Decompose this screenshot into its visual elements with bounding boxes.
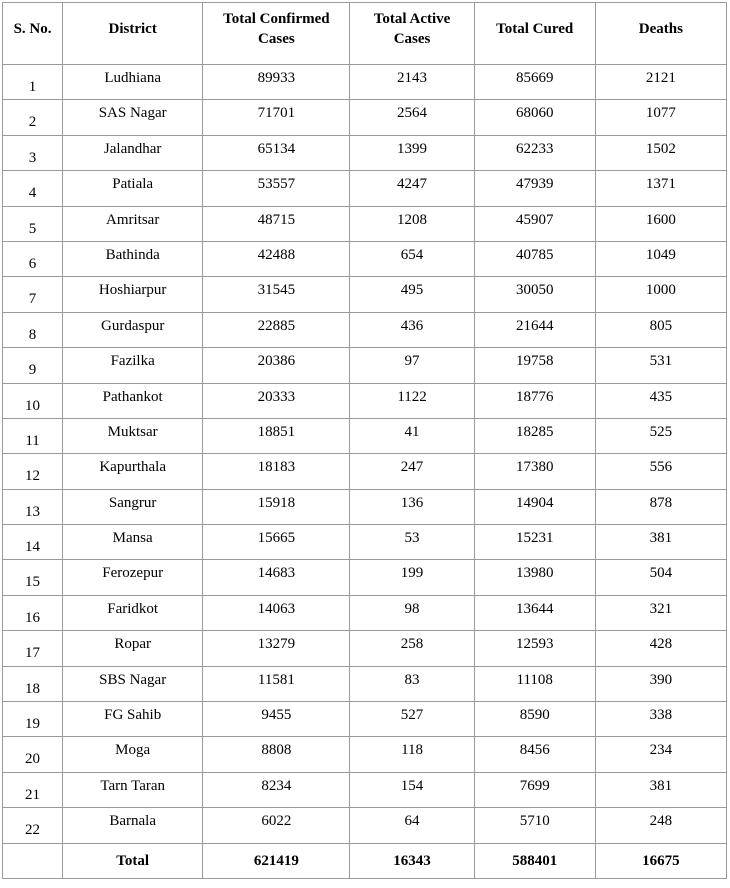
cell-district: Pathankot [63,383,203,418]
header-total-active: Total Active Cases [350,3,474,65]
cell-confirmed: 13279 [203,631,350,666]
cell-active: 154 [350,772,474,807]
cell-s-no: 18 [3,666,63,701]
cell-district: Amritsar [63,206,203,241]
cell-deaths: 381 [595,525,726,560]
cell-s-no: 2 [3,100,63,135]
cell-s-no: 3 [3,135,63,170]
cell-confirmed: 48715 [203,206,350,241]
cell-deaths: 556 [595,454,726,489]
cell-s-no: 1 [3,65,63,100]
cell-confirmed: 89933 [203,65,350,100]
table-row [3,772,727,807]
cell-cured: 62233 [474,135,595,170]
cell-district: Ludhiana [63,65,203,100]
table-row [3,65,727,100]
cell-s-no: 19 [3,702,63,737]
table-row [3,560,727,595]
cell-district: Jalandhar [63,135,203,170]
cell-district: Moga [63,737,203,772]
header-deaths: Deaths [595,3,726,65]
cell-deaths: 805 [595,312,726,347]
cell-cured: 17380 [474,454,595,489]
cell-active: 136 [350,489,474,524]
cell-active: 436 [350,312,474,347]
cell-district: Tarn Taran [63,772,203,807]
cell-s-no: 8 [3,312,63,347]
cell-confirmed: 14683 [203,560,350,595]
cell-district: Muktsar [63,418,203,453]
cell-s-no: 15 [3,560,63,595]
cell-s-no: 10 [3,383,63,418]
cell-district: SBS Nagar [63,666,203,701]
cell-cured: 30050 [474,277,595,312]
cell-s-no: 14 [3,525,63,560]
cell-confirmed: 18851 [203,418,350,453]
cell-s-no: 9 [3,348,63,383]
header-row [3,3,727,65]
cell-confirmed: 15918 [203,489,350,524]
cell-confirmed: 6022 [203,808,350,843]
table-row [3,171,727,206]
table-row [3,312,727,347]
table-row [3,454,727,489]
cell-active: 2143 [350,65,474,100]
cell-active: 97 [350,348,474,383]
table-row [3,525,727,560]
table-row [3,489,727,524]
cell-active: 527 [350,702,474,737]
cell-cured: 18285 [474,418,595,453]
cell-deaths: 1502 [595,135,726,170]
cell-confirmed: 9455 [203,702,350,737]
cell-cured: 5710 [474,808,595,843]
table-row [3,631,727,666]
cell-deaths: 390 [595,666,726,701]
cell-s-no: 5 [3,206,63,241]
total-s-no [3,843,63,878]
cell-deaths: 428 [595,631,726,666]
cell-active: 53 [350,525,474,560]
cell-active: 1399 [350,135,474,170]
cell-active: 247 [350,454,474,489]
cell-deaths: 504 [595,560,726,595]
cell-confirmed: 8808 [203,737,350,772]
cell-confirmed: 18183 [203,454,350,489]
cell-cured: 15231 [474,525,595,560]
cell-deaths: 381 [595,772,726,807]
cell-cured: 40785 [474,241,595,276]
total-deaths: 16675 [595,843,726,878]
total-confirmed: 621419 [203,843,350,878]
cell-active: 654 [350,241,474,276]
cell-active: 258 [350,631,474,666]
header-total-cured: Total Cured [474,3,595,65]
cell-s-no: 16 [3,595,63,630]
cell-cured: 8590 [474,702,595,737]
cell-cured: 47939 [474,171,595,206]
cell-deaths: 435 [595,383,726,418]
cell-confirmed: 22885 [203,312,350,347]
cell-district: Hoshiarpur [63,277,203,312]
table-row [3,737,727,772]
cell-cured: 18776 [474,383,595,418]
cell-cured: 7699 [474,772,595,807]
cell-district: SAS Nagar [63,100,203,135]
cell-district: Barnala [63,808,203,843]
cell-deaths: 234 [595,737,726,772]
cell-confirmed: 42488 [203,241,350,276]
cell-s-no: 20 [3,737,63,772]
cell-cured: 13644 [474,595,595,630]
cell-confirmed: 15665 [203,525,350,560]
cell-district: Kapurthala [63,454,203,489]
table-row [3,206,727,241]
cell-deaths: 1000 [595,277,726,312]
cell-active: 1122 [350,383,474,418]
header-district: District [63,3,203,65]
district-cases-table [2,2,727,879]
cell-active: 64 [350,808,474,843]
cell-confirmed: 8234 [203,772,350,807]
table-row [3,595,727,630]
cell-active: 495 [350,277,474,312]
cell-deaths: 878 [595,489,726,524]
table-row [3,383,727,418]
cell-deaths: 1077 [595,100,726,135]
table-row [3,418,727,453]
cell-cured: 13980 [474,560,595,595]
cell-active: 199 [350,560,474,595]
cell-confirmed: 14063 [203,595,350,630]
table-row [3,348,727,383]
header-total-confirmed: Total Confirmed Cases [203,3,350,65]
cell-district: Fazilka [63,348,203,383]
cell-cured: 12593 [474,631,595,666]
cell-district: Faridkot [63,595,203,630]
cell-district: Ropar [63,631,203,666]
cell-deaths: 1371 [595,171,726,206]
cell-active: 83 [350,666,474,701]
cell-cured: 85669 [474,65,595,100]
cell-s-no: 22 [3,808,63,843]
cell-deaths: 1049 [595,241,726,276]
table-row [3,277,727,312]
table-row [3,135,727,170]
cell-cured: 68060 [474,100,595,135]
cell-deaths: 1600 [595,206,726,241]
cell-cured: 14904 [474,489,595,524]
cell-s-no: 6 [3,241,63,276]
cell-district: Ferozepur [63,560,203,595]
total-active: 16343 [350,843,474,878]
cell-confirmed: 20333 [203,383,350,418]
cell-confirmed: 20386 [203,348,350,383]
total-label: Total [63,843,203,878]
cell-active: 1208 [350,206,474,241]
cell-district: Gurdaspur [63,312,203,347]
table-row [3,702,727,737]
cell-deaths: 531 [595,348,726,383]
cell-deaths: 338 [595,702,726,737]
cell-cured: 21644 [474,312,595,347]
cell-cured: 11108 [474,666,595,701]
cell-deaths: 248 [595,808,726,843]
header-s-no: S. No. [3,3,63,65]
cell-district: Mansa [63,525,203,560]
cell-active: 2564 [350,100,474,135]
table-row [3,100,727,135]
cell-district: Patiala [63,171,203,206]
table-row [3,241,727,276]
cell-s-no: 11 [3,418,63,453]
cell-confirmed: 65134 [203,135,350,170]
cell-s-no: 7 [3,277,63,312]
cell-confirmed: 71701 [203,100,350,135]
cell-cured: 19758 [474,348,595,383]
table-row [3,666,727,701]
cell-deaths: 321 [595,595,726,630]
cell-cured: 8456 [474,737,595,772]
cell-deaths: 525 [595,418,726,453]
cell-s-no: 12 [3,454,63,489]
total-row [3,843,727,878]
cell-deaths: 2121 [595,65,726,100]
cell-confirmed: 11581 [203,666,350,701]
cell-district: Bathinda [63,241,203,276]
cell-district: FG Sahib [63,702,203,737]
cell-s-no: 13 [3,489,63,524]
cell-s-no: 17 [3,631,63,666]
table-row [3,808,727,843]
cell-active: 118 [350,737,474,772]
cell-active: 41 [350,418,474,453]
cell-cured: 45907 [474,206,595,241]
cell-active: 4247 [350,171,474,206]
cell-s-no: 21 [3,772,63,807]
table-body [3,65,727,844]
cell-district: Sangrur [63,489,203,524]
cell-s-no: 4 [3,171,63,206]
cell-active: 98 [350,595,474,630]
cell-confirmed: 31545 [203,277,350,312]
total-cured: 588401 [474,843,595,878]
cell-confirmed: 53557 [203,171,350,206]
